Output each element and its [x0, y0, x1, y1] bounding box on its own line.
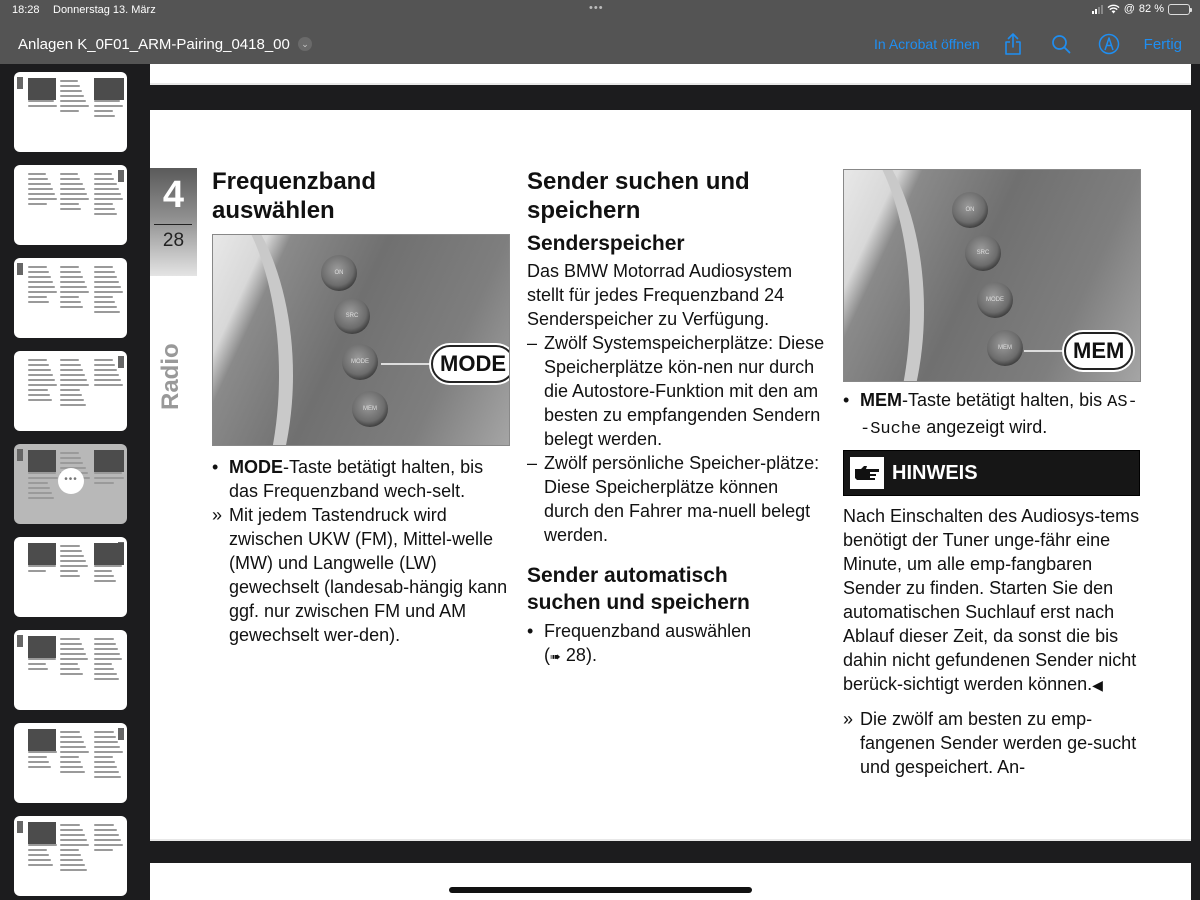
list-item-text: Zwölf Systemspeicherplätze: Diese Speicherplätze kön-nen nur durch die Autostore-Funktion mit den am besten zu empfangenden Sendern belegt werden.: [544, 333, 825, 449]
thumbnail-text: [28, 266, 58, 306]
key-mem: MEM: [860, 390, 902, 410]
dash-marker: –: [527, 333, 538, 353]
note-text: [843, 504, 1141, 697]
instruction-text: -Taste betätigt halten, bis das Frequenzband wech-selt.: [229, 457, 484, 501]
chevron-down-icon[interactable]: ⌄: [298, 37, 312, 51]
more-options-icon[interactable]: •••: [58, 468, 84, 494]
home-indicator[interactable]: [449, 887, 752, 893]
thumbnail-page-6[interactable]: [14, 537, 127, 617]
result-text: Die zwölf am besten zu emp-fangenen Sender werden ge-sucht und gespeichert. An-: [860, 709, 1137, 777]
subheading-auto-search: Sender automatisch suchen und speichern: [527, 564, 750, 614]
instruction-text: -Taste betätigt halten, bis: [902, 390, 1103, 410]
thumbnail-image: [28, 543, 56, 565]
thumbnail-page-2[interactable]: [14, 165, 127, 245]
figure-button-src: SRC: [334, 298, 370, 334]
thumbnail-page-9[interactable]: [14, 816, 127, 896]
page-reference-arrow-icon: ➠: [550, 649, 561, 664]
note-label: HINWEIS: [892, 461, 978, 484]
display-text: AS--Suche: [860, 393, 1138, 439]
thumbnail-image: [28, 636, 56, 658]
figure-mem-button: [843, 169, 1141, 382]
thumbnail-image: [28, 78, 56, 100]
thumbnail-text: [60, 266, 90, 311]
thumbnail-text: [94, 824, 124, 854]
chapter-number: 4: [162, 174, 185, 216]
top-bar: [0, 0, 1200, 64]
status-indicators: [1092, 3, 1190, 15]
thumbnail-tab: [17, 77, 23, 89]
thumbnail-image: [94, 78, 124, 100]
done-button[interactable]: Fertig: [1143, 35, 1182, 53]
figure-button-mem: MEM: [987, 330, 1023, 366]
end-of-note-icon: ◀: [1092, 677, 1103, 693]
figure-button-mode: MODE: [977, 282, 1013, 318]
navigation-bar: [0, 26, 1200, 62]
bullet-marker: •: [843, 390, 850, 410]
figure-button-mem: MEM: [352, 391, 388, 427]
thumbnail-page-5[interactable]: [14, 444, 127, 524]
result-mode: [212, 503, 512, 647]
thumbnail-image: [28, 822, 56, 844]
thumbnail-text: [60, 359, 90, 409]
page-reference-link[interactable]: 28: [565, 645, 586, 665]
thumbnail-image: [94, 543, 124, 565]
thumbnail-text: [60, 638, 90, 678]
thumbnail-text: [94, 173, 124, 218]
thumbnail-page-8[interactable]: [14, 723, 127, 803]
next-page[interactable]: [150, 863, 1191, 900]
date: Donnerstag 13. März: [53, 4, 156, 16]
thumbnail-text: [94, 266, 124, 316]
chapter-tab: [150, 168, 197, 276]
thumbnail-tab: [17, 449, 23, 461]
bullet-marker: •: [527, 621, 534, 641]
column-station-search: [527, 167, 827, 669]
result-auto-store: [843, 707, 1141, 779]
clock: 18:28: [12, 4, 40, 16]
thumbnail-text: [94, 638, 124, 683]
instruction-mode: [212, 455, 512, 503]
callout-line: [1024, 350, 1066, 352]
search-icon[interactable]: [1048, 31, 1074, 57]
column-frequency-band: [212, 167, 512, 647]
thumbnail-image: [28, 729, 56, 751]
result-text: Mit jedem Tastendruck wird zwischen UKW (FM), Mittel-welle (MW) und Langwelle (LW) gewechselt (landesab-hängig kann ggf. nur zwischen FM und AM gewechselt wer-den).: [229, 505, 508, 645]
note-header: [843, 450, 1140, 496]
thumbnail-text: [60, 824, 90, 874]
thumbnail-tab: [17, 263, 23, 275]
markup-icon[interactable]: [1096, 31, 1122, 57]
heading-frequenzband: Frequenzband auswählen: [212, 168, 377, 224]
thumbnail-page-1[interactable]: [14, 72, 127, 152]
thumbnail-text: [60, 545, 90, 580]
thumbnail-image: [94, 450, 124, 472]
battery-icon: [1168, 4, 1190, 15]
thumbnail-text: [28, 173, 58, 208]
instruction-mem: [843, 388, 1141, 442]
orientation-lock-icon: @: [1123, 3, 1135, 15]
callout-line: [381, 363, 433, 365]
figure-handlebar-edge: [212, 234, 293, 446]
callout-mode: MODE: [431, 345, 510, 383]
page-thumbnails-sidebar[interactable]: [0, 64, 140, 900]
figure-handlebar-edge: [843, 169, 924, 382]
list-item-system-presets: [527, 331, 827, 451]
thumbnail-page-4[interactable]: [14, 351, 127, 431]
wifi-icon: [1107, 4, 1120, 14]
subheading-senderspeicher: Senderspeicher: [527, 232, 685, 255]
column-mem: [843, 169, 1141, 779]
list-item-text: Zwölf persönliche Speicher-plätze: Diese Speicherplätze können durch den Fahrer ma-nuell belegt werden.: [544, 453, 820, 545]
result-marker: »: [843, 709, 854, 729]
key-mode: MODE: [229, 457, 283, 477]
cellular-signal-icon: [1092, 5, 1103, 14]
status-bar: [0, 0, 1200, 22]
pointing-hand-icon: [850, 457, 884, 489]
thumbnail-tab: [17, 821, 23, 833]
thumbnail-text: [94, 359, 124, 389]
thumbnail-text: [60, 80, 90, 115]
figure-button-src: SRC: [965, 235, 1001, 271]
previous-page[interactable]: [150, 64, 1191, 85]
section-label: Radio: [157, 343, 184, 410]
heading-sender-suchen: Sender suchen und speichern: [527, 168, 750, 224]
dash-marker: –: [527, 453, 538, 473]
figure-button-mode: MODE: [342, 344, 378, 380]
thumbnail-page-7[interactable]: [14, 630, 127, 710]
instruction-select-band: • Frequenzband auswählen (➠ 28).: [527, 621, 752, 665]
instruction-text: Frequenzband auswählen: [544, 621, 752, 641]
reference-suffix: ).: [585, 645, 597, 665]
thumbnail-text: [28, 359, 58, 404]
intro-text: Das BMW Motorrad Audiosystem stellt für jedes Frequenzband 24 Senderspeicher zu Verfügung.: [527, 261, 793, 329]
multitasking-dots-icon[interactable]: •••: [589, 2, 604, 14]
thumbnail-text: [94, 731, 124, 781]
result-marker: »: [212, 505, 223, 525]
document-title[interactable]: Anlagen K_0F01_ARM-Pairing_0418_00: [18, 36, 290, 53]
thumbnail-text: [60, 731, 90, 776]
thumbnail-page-3[interactable]: [14, 258, 127, 338]
callout-mem: MEM: [1064, 332, 1133, 370]
share-icon[interactable]: [1000, 31, 1026, 57]
figure-mode-button: [212, 234, 510, 446]
battery-percent: 82 %: [1138, 3, 1164, 15]
thumbnail-tab: [17, 635, 23, 647]
page-number: 28: [162, 230, 185, 251]
figure-button-on: ON: [321, 255, 357, 291]
figure-button-on: ON: [952, 192, 988, 228]
note-body: Nach Einschalten des Audiosys-tems benötigt der Tuner unge-fähr eine Minute, um alle emp-fangbaren Sender zu finden. Starten Sie den automatischen Suchlauf erst nach Ablauf dieser Zeit, da sonst die bis dahin nicht gefundenen Sender nicht berück-sichtigt werden können.: [843, 506, 1140, 694]
thumbnail-image: [28, 450, 56, 472]
pdf-page-28[interactable]: [150, 110, 1191, 841]
bullet-marker: •: [212, 457, 219, 477]
list-item-personal-presets: [527, 451, 827, 547]
toolbar-actions: [874, 31, 1182, 57]
chapter-divider: [154, 224, 192, 225]
open-in-acrobat-button[interactable]: In Acrobat öffnen: [874, 36, 980, 52]
instruction-text-end: angezeigt wird.: [926, 417, 1048, 437]
thumbnail-text: [60, 173, 90, 213]
